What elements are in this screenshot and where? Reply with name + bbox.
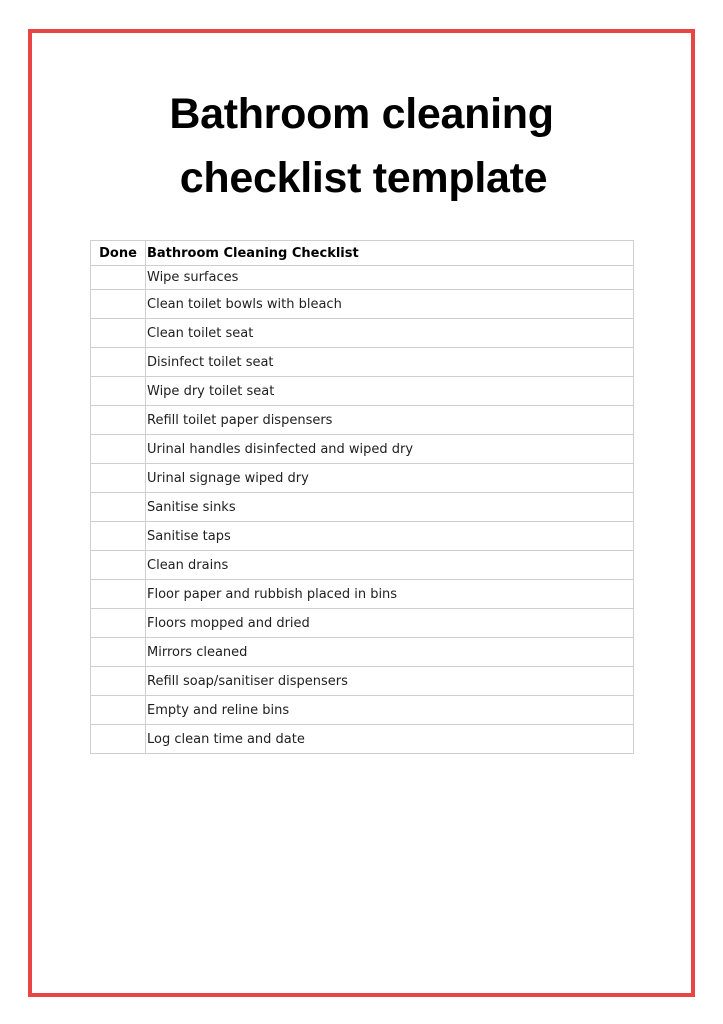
- task-cell: Disinfect toilet seat: [146, 348, 634, 377]
- title-line-1: Bathroom cleaning: [169, 90, 554, 138]
- done-checkbox-cell[interactable]: [91, 551, 146, 580]
- table-row: [91, 348, 634, 377]
- task-cell: Clean toilet bowls with bleach: [146, 290, 634, 319]
- task-cell: Sanitise taps: [146, 522, 634, 551]
- done-column-header: Done: [91, 241, 146, 266]
- table-row: [91, 522, 634, 551]
- done-checkbox-cell[interactable]: [91, 696, 146, 725]
- checklist-table: [90, 240, 634, 754]
- table-row: [91, 638, 634, 667]
- done-checkbox-cell[interactable]: [91, 464, 146, 493]
- done-checkbox-cell[interactable]: [91, 290, 146, 319]
- table-row: [91, 609, 634, 638]
- done-checkbox-cell[interactable]: [91, 522, 146, 551]
- task-cell: Sanitise sinks: [146, 493, 634, 522]
- task-column-header: Bathroom Cleaning Checklist: [146, 241, 634, 266]
- task-cell: Clean toilet seat: [146, 319, 634, 348]
- table-row: [91, 493, 634, 522]
- table-row: [91, 464, 634, 493]
- done-checkbox-cell[interactable]: [91, 319, 146, 348]
- done-checkbox-cell[interactable]: [91, 725, 146, 754]
- task-cell: Wipe surfaces: [146, 266, 634, 290]
- table-row: [91, 266, 634, 290]
- done-checkbox-cell[interactable]: [91, 266, 146, 290]
- done-checkbox-cell[interactable]: [91, 580, 146, 609]
- table-row: [91, 290, 634, 319]
- done-checkbox-cell[interactable]: [91, 406, 146, 435]
- done-checkbox-cell[interactable]: [91, 638, 146, 667]
- task-cell: Refill soap/sanitiser dispensers: [146, 667, 634, 696]
- table-row: [91, 725, 634, 754]
- done-checkbox-cell[interactable]: [91, 435, 146, 464]
- table-row: [91, 319, 634, 348]
- task-cell: Urinal handles disinfected and wiped dry: [146, 435, 634, 464]
- title-line-2: checklist template: [179, 154, 548, 202]
- done-checkbox-cell[interactable]: [91, 493, 146, 522]
- task-cell: Floors mopped and dried: [146, 609, 634, 638]
- task-cell: Clean drains: [146, 551, 634, 580]
- done-checkbox-cell[interactable]: [91, 609, 146, 638]
- task-cell: Empty and reline bins: [146, 696, 634, 725]
- page-title: [0, 82, 723, 210]
- table-row: [91, 667, 634, 696]
- table-row: [91, 406, 634, 435]
- task-cell: Floor paper and rubbish placed in bins: [146, 580, 634, 609]
- table-row: [91, 696, 634, 725]
- task-cell: Urinal signage wiped dry: [146, 464, 634, 493]
- task-cell: Wipe dry toilet seat: [146, 377, 634, 406]
- table-row: [91, 551, 634, 580]
- task-cell: Log clean time and date: [146, 725, 634, 754]
- done-checkbox-cell[interactable]: [91, 667, 146, 696]
- done-checkbox-cell[interactable]: [91, 377, 146, 406]
- table-header-row: [91, 241, 634, 266]
- table-row: [91, 580, 634, 609]
- task-cell: Refill toilet paper dispensers: [146, 406, 634, 435]
- table-row: [91, 435, 634, 464]
- table-row: [91, 377, 634, 406]
- done-checkbox-cell[interactable]: [91, 348, 146, 377]
- task-cell: Mirrors cleaned: [146, 638, 634, 667]
